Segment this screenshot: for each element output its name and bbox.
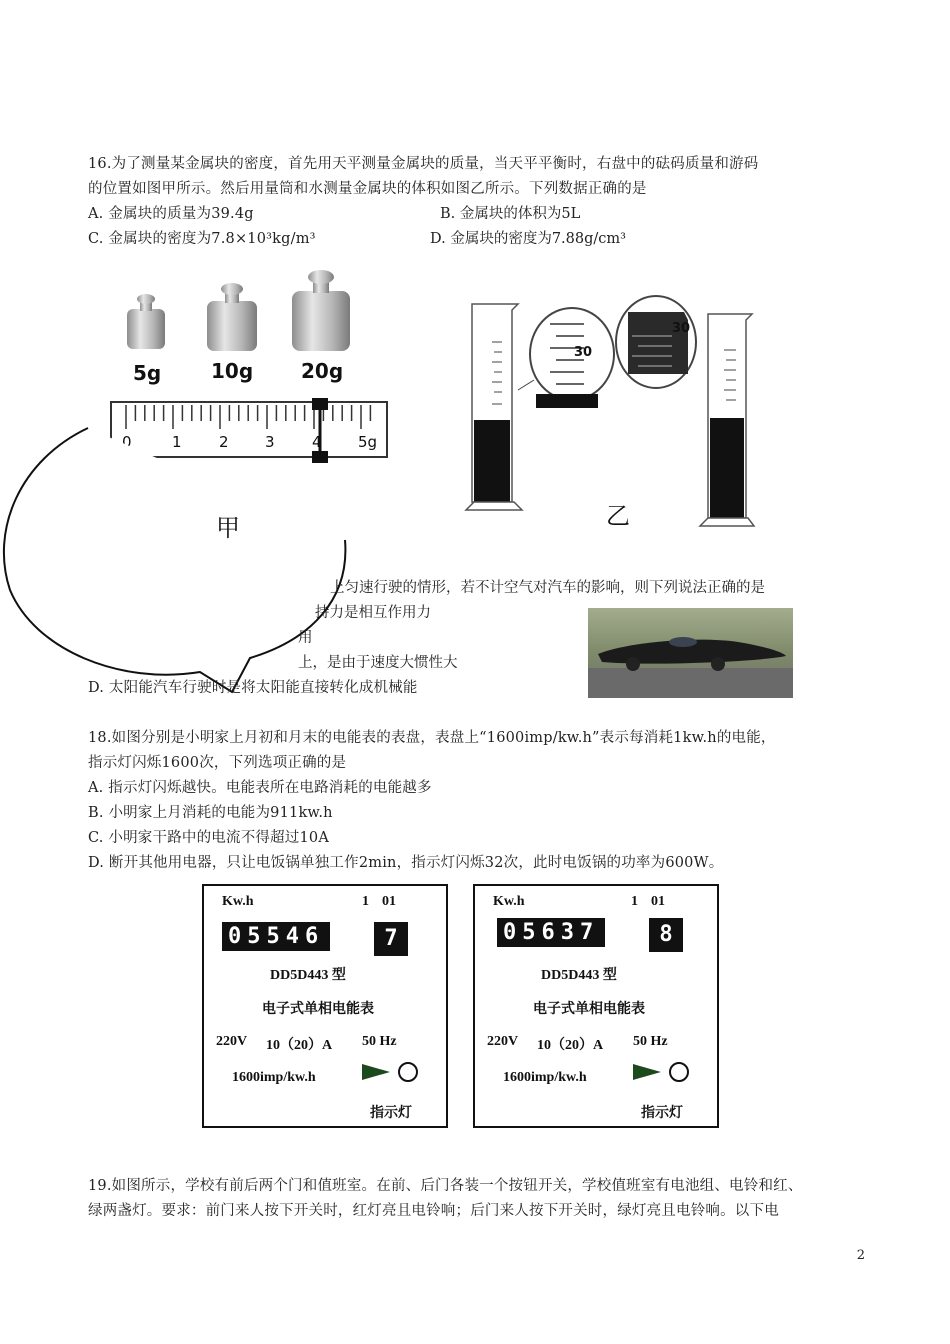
q16-stem-line2: 的位置如图甲所示。然后用量筒和水测量金属块的体积如图乙所示。下列数据正确的是 — [88, 181, 647, 197]
weight-20g-icon — [292, 270, 350, 351]
solar-car-photo — [588, 608, 793, 698]
meter-model: DD5D443 型 — [541, 968, 617, 983]
page-number: 2 — [856, 1248, 865, 1263]
meter-voltage: 220V — [487, 1034, 519, 1049]
meter-voltage: 220V — [216, 1034, 248, 1049]
meter-imp: 1600imp/kw.h — [232, 1070, 316, 1085]
q16-option-d: D. 金属块的密度为7.88g/cm³ — [430, 231, 626, 247]
q16-option-b: B. 金属块的体积为5L — [440, 206, 581, 222]
energy-meter-start — [202, 884, 448, 1128]
meter-indicator-label: 指示灯 — [641, 1106, 683, 1121]
q18-option-d: D. 断开其他用电器，只让电饭锅单独工作2min，指示灯闪烁32次，此时电饭锅的功率为600W。 — [88, 855, 724, 871]
meter-phase: 1 — [631, 894, 638, 909]
q17-line4: 上，是由于速度大惯性大 — [298, 655, 458, 671]
q16-option-a: A. 金属块的质量为39.4g — [88, 206, 254, 222]
meter-phase: 1 — [362, 894, 369, 909]
right-zoom-label: 30 — [672, 321, 691, 336]
figure-yi — [460, 290, 760, 540]
q17-line2: 持力是相互作用力 — [315, 605, 431, 621]
figure-yi-caption: 乙 — [606, 502, 630, 530]
meter-digits: 05637 — [497, 918, 605, 947]
indicator-arrow-icon — [360, 1060, 424, 1084]
speech-bubble-overlay — [0, 420, 360, 720]
weight-label-20g: 20g — [301, 359, 344, 383]
meter-name: 电子式单相电能表 — [533, 1002, 645, 1017]
weight-5g-icon — [127, 294, 165, 349]
scale-tick-1: 1 — [172, 433, 182, 451]
q16-stem-line1: 16.为了测量某金属块的密度，首先用天平测量金属块的质量，当天平平衡时，右盘中的砝码质量和游码 — [88, 156, 759, 172]
weight-label-10g: 10g — [211, 359, 254, 383]
meter-frequency: 50 Hz — [633, 1034, 668, 1049]
meter-current: 10（20）A — [266, 1038, 333, 1053]
q18-option-a: A. 指示灯闪烁越快。电能表所在电路消耗的电能越多 — [88, 780, 432, 796]
left-cylinder — [466, 304, 522, 510]
q19-stem-line1: 19.如图所示，学校有前后两个门和值班室。在前、后门各装一个按钮开关，学校值班室有电池组、电铃和红、 — [88, 1178, 803, 1194]
right-zoom-circle — [616, 296, 696, 388]
energy-meter-end — [473, 884, 719, 1128]
q17-option-d: D. 太阳能汽车行驶时是将太阳能直接转化成机械能 — [88, 680, 418, 696]
meter-index: 01 — [651, 894, 665, 909]
q16-option-c: C. 金属块的密度为7.8×10³kg/m³ — [88, 231, 316, 247]
left-zoom-label: 30 — [574, 345, 593, 360]
meter-last-digit: 8 — [649, 918, 683, 952]
left-zoom-circle — [518, 308, 614, 408]
q18-option-b: B. 小明家上月消耗的电能为911kw.h — [88, 805, 333, 821]
meter-last-digit: 7 — [374, 922, 408, 956]
meter-unit: Kw.h — [222, 894, 254, 909]
meter-frequency: 50 Hz — [362, 1034, 397, 1049]
rider-top — [312, 398, 328, 410]
meter-name: 电子式单相电能表 — [262, 1002, 374, 1017]
scale-tick-4: 4 — [312, 433, 322, 451]
figure-jia-caption: 甲 — [216, 514, 240, 542]
q18-stem-line2: 指示灯闪烁1600次，下列选项正确的是 — [88, 755, 347, 771]
meter-digits: 05546 — [222, 922, 330, 951]
q18-option-c: C. 小明家干路中的电流不得超过10A — [88, 830, 330, 846]
meter-unit: Kw.h — [493, 894, 525, 909]
meter-indicator-label: 指示灯 — [370, 1106, 412, 1121]
scale-tick-5: 5g — [358, 433, 378, 451]
right-cylinder — [700, 314, 754, 526]
scale-tick-2: 2 — [219, 433, 229, 451]
scale-tick-3: 3 — [265, 433, 275, 451]
weight-10g-icon — [207, 283, 257, 351]
q18-stem-line1: 18.如图分别是小明家上月初和月末的电能表的表盘，表盘上“1600imp/kw.h”表示每消耗1kw.h的电能， — [88, 730, 776, 746]
q19-stem-line2: 绿两盏灯。要求：前门来人按下开关时，红灯亮且电铃响；后门来人按下开关时，绿灯亮且电铃响。以下电 — [88, 1203, 779, 1219]
meter-index: 01 — [382, 894, 396, 909]
meter-current: 10（20）A — [537, 1038, 604, 1053]
q17-line3: 用 — [298, 630, 313, 646]
meter-imp: 1600imp/kw.h — [503, 1070, 587, 1085]
q17-line1: 上匀速行驶的情形，若不计空气对汽车的影响，则下列说法正确的是 — [330, 580, 765, 596]
weight-label-5g: 5g — [133, 361, 162, 385]
indicator-arrow-icon — [631, 1060, 695, 1084]
meter-model: DD5D443 型 — [270, 968, 346, 983]
scale-tick-0: 0 — [122, 433, 132, 451]
